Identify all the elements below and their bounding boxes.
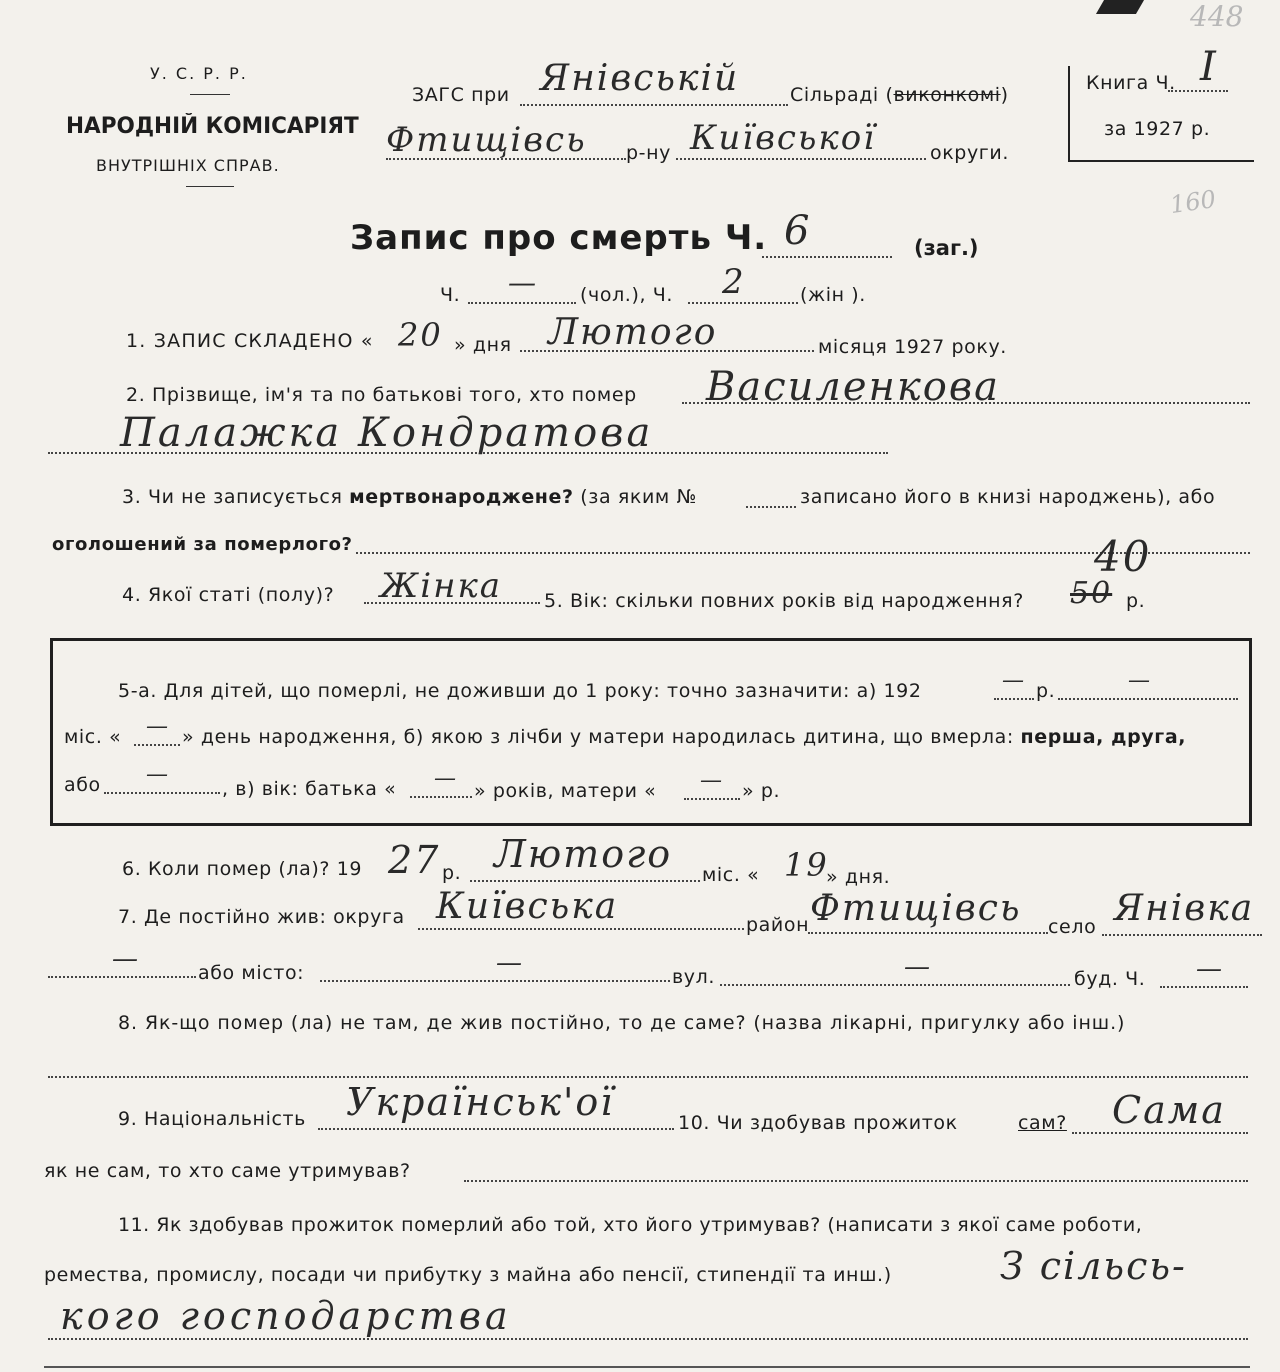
field-line [134, 744, 180, 746]
f4-label: 4. Якої статі (полу)? [122, 584, 335, 606]
field-line [464, 1180, 1248, 1182]
field-line [746, 506, 796, 508]
f6-r: р. [442, 862, 462, 884]
f11-value2: кого господарства [60, 1294, 512, 1338]
f5a-line2-start: міс. « [64, 726, 122, 748]
title-suffix: (заг.) [914, 236, 979, 260]
f10-sam: сам? [1018, 1112, 1067, 1134]
field-line [318, 1128, 674, 1130]
f7-misto-label: або місто: [198, 962, 305, 984]
f5a-dash: — [1002, 668, 1026, 693]
f5a-dash: — [1128, 668, 1152, 693]
f1-label: 1. ЗАПИС СКЛАДЕНО « [126, 330, 374, 352]
f2-label: 2. Прізвище, ім'я та по батькові того, хто помер [126, 384, 637, 406]
f2-surname: Василенкова [706, 364, 1000, 410]
field-line [48, 976, 196, 978]
book-number: I [1200, 44, 1218, 90]
side-number: 160 [1168, 184, 1218, 220]
f6-label: 6. Коли помер (ла)? 19 [122, 858, 363, 880]
f7-bud-label: буд. Ч. [1074, 968, 1146, 990]
field-line [468, 302, 576, 304]
corner-mark [1096, 0, 1144, 14]
zags-council: Сільраді (виконкомі) [790, 84, 1009, 106]
field-line [1160, 986, 1248, 988]
field-line [320, 980, 670, 982]
f8-label: 8. Як-що помер (ла) не там, де жив постійно, то де саме? (назва лікарні, пригулку або інш.) [118, 1012, 1126, 1034]
okrug-label: округи. [930, 142, 1009, 164]
f5a-father: , в) вік: батька « [222, 778, 397, 800]
f11-value1: З сільсь- [1000, 1244, 1187, 1288]
f7-selo: Янівка [1114, 888, 1255, 929]
field-line [994, 698, 1034, 700]
f1-month: Лютого [548, 312, 718, 353]
male-count: — [508, 266, 538, 299]
f5a-r: р. [1036, 680, 1056, 702]
f7-dash: — [1196, 954, 1224, 984]
f9-label: 9. Національність [118, 1108, 306, 1130]
zags-prefix: ЗАГС при [412, 84, 510, 106]
record-number: 6 [784, 208, 812, 254]
field-line [684, 798, 740, 800]
f5a-line3-start: або [64, 774, 101, 796]
field-line [1102, 934, 1262, 936]
f11-line2: ремества, промислу, посади чи прибутку з майна або пенсії, стипендії та инш.) [44, 1264, 892, 1286]
zags-village: Янівській [540, 58, 740, 99]
f5a-line2: » день народження, б) якою з лічби у матери народилась дитина, що вмерла: перша, друга, [182, 726, 1187, 748]
f9-value: Українськ'ої [346, 1080, 615, 1124]
f7-dash: — [496, 948, 524, 978]
field-line [808, 932, 1048, 934]
f1-end: місяця 1927 року. [818, 336, 1007, 358]
f11-line1: 11. Як здобував прожиток померлий або той, хто його утримував? (написати з якої саме роботи, [118, 1214, 1143, 1236]
f4-value: Жінка [380, 566, 503, 606]
f5a-end: » р. [742, 780, 781, 802]
field-line [1168, 90, 1228, 92]
field-line [1072, 1132, 1248, 1134]
f6-mis: міс. « [702, 864, 760, 886]
republic-label: У. С. Р. Р. [150, 64, 248, 83]
field-line [410, 796, 472, 798]
f7-dash: — [112, 944, 140, 974]
field-line [48, 1338, 1248, 1340]
archive-number: 448 [1190, 0, 1244, 33]
f7-okrug: Київська [436, 886, 619, 927]
divider [190, 94, 230, 95]
divider [186, 186, 234, 187]
okrug-handwritten: Київської [690, 118, 877, 158]
f2-name: Палажка Кондратова [120, 410, 654, 456]
f5a-dash: — [146, 714, 170, 739]
f6-day: 19 [784, 846, 829, 884]
f5a-dash: — [700, 768, 724, 793]
f7-selo-label: село [1048, 916, 1097, 938]
f7-dash: — [904, 952, 932, 982]
f5-suffix: р. [1126, 590, 1146, 612]
f3-line2: оголошений за померлого? [52, 534, 353, 555]
f6-month: Лютого [494, 832, 673, 876]
field-line [386, 158, 626, 160]
male-label: (чол.), Ч. [580, 284, 674, 306]
female-count: 2 [722, 262, 746, 302]
field-line [470, 880, 700, 882]
field-line [520, 104, 788, 106]
count-label: Ч. [440, 284, 461, 306]
f10-value: Сама [1112, 1088, 1226, 1132]
f5a-mother: » років, матери « [474, 780, 657, 802]
book-year: за 1927 р. [1104, 118, 1211, 140]
commissariat-title: НАРОДНІЙ КОМІСАРІЯТ [66, 114, 359, 139]
f7-rayon-label: район [746, 914, 810, 936]
f1-mid: » дня [454, 334, 512, 356]
f3-line1: 3. Чи не записується мертвонароджене? (за яким № [122, 486, 697, 508]
book-label: Книга Ч. [1086, 72, 1176, 94]
f5-label: 5. Вік: скільки повних років від народження? [544, 590, 1024, 612]
f6-year: 27 [388, 838, 441, 882]
f5a-dash: — [434, 766, 458, 791]
field-line [676, 158, 926, 160]
field-line [688, 302, 798, 304]
district-handwritten: Фтищівсь [386, 120, 587, 160]
f3-line1-end: записано його в книзі народжень), або [800, 486, 1216, 508]
f5a-line1: 5-а. Для дітей, що померлі, не доживши до 1 року: точно зазначити: а) 192 [118, 680, 922, 702]
field-line [104, 792, 220, 794]
female-label: (жін ). [800, 284, 866, 306]
f7-rayon: Фтищівсь [810, 888, 1022, 929]
f5-age-struck: 50 [1070, 576, 1113, 611]
f5-age: 40 [1094, 532, 1152, 581]
field-line [48, 1076, 1248, 1078]
f7-label: 7. Де постійно жив: округа [118, 906, 405, 928]
district-label: р-ну [626, 142, 671, 164]
field-line [762, 256, 892, 258]
f10-label: 10. Чи здобував прожиток [678, 1112, 958, 1134]
f7-vul-label: вул. [672, 966, 716, 988]
field-line [418, 928, 744, 930]
struck-text: виконкомі [893, 84, 1001, 106]
bottom-rule [44, 1366, 1250, 1368]
field-line [1058, 698, 1238, 700]
f10-line2: як не сам, то хто саме утримував? [44, 1160, 411, 1182]
f1-day: 20 [398, 316, 443, 354]
field-line [720, 984, 1070, 986]
f5a-dash: — [146, 762, 170, 787]
document-title: Запис про смерть Ч. [350, 218, 768, 258]
dept-label: ВНУТРІШНІХ СПРАВ. [96, 156, 280, 175]
f6-end: » дня. [826, 866, 891, 888]
